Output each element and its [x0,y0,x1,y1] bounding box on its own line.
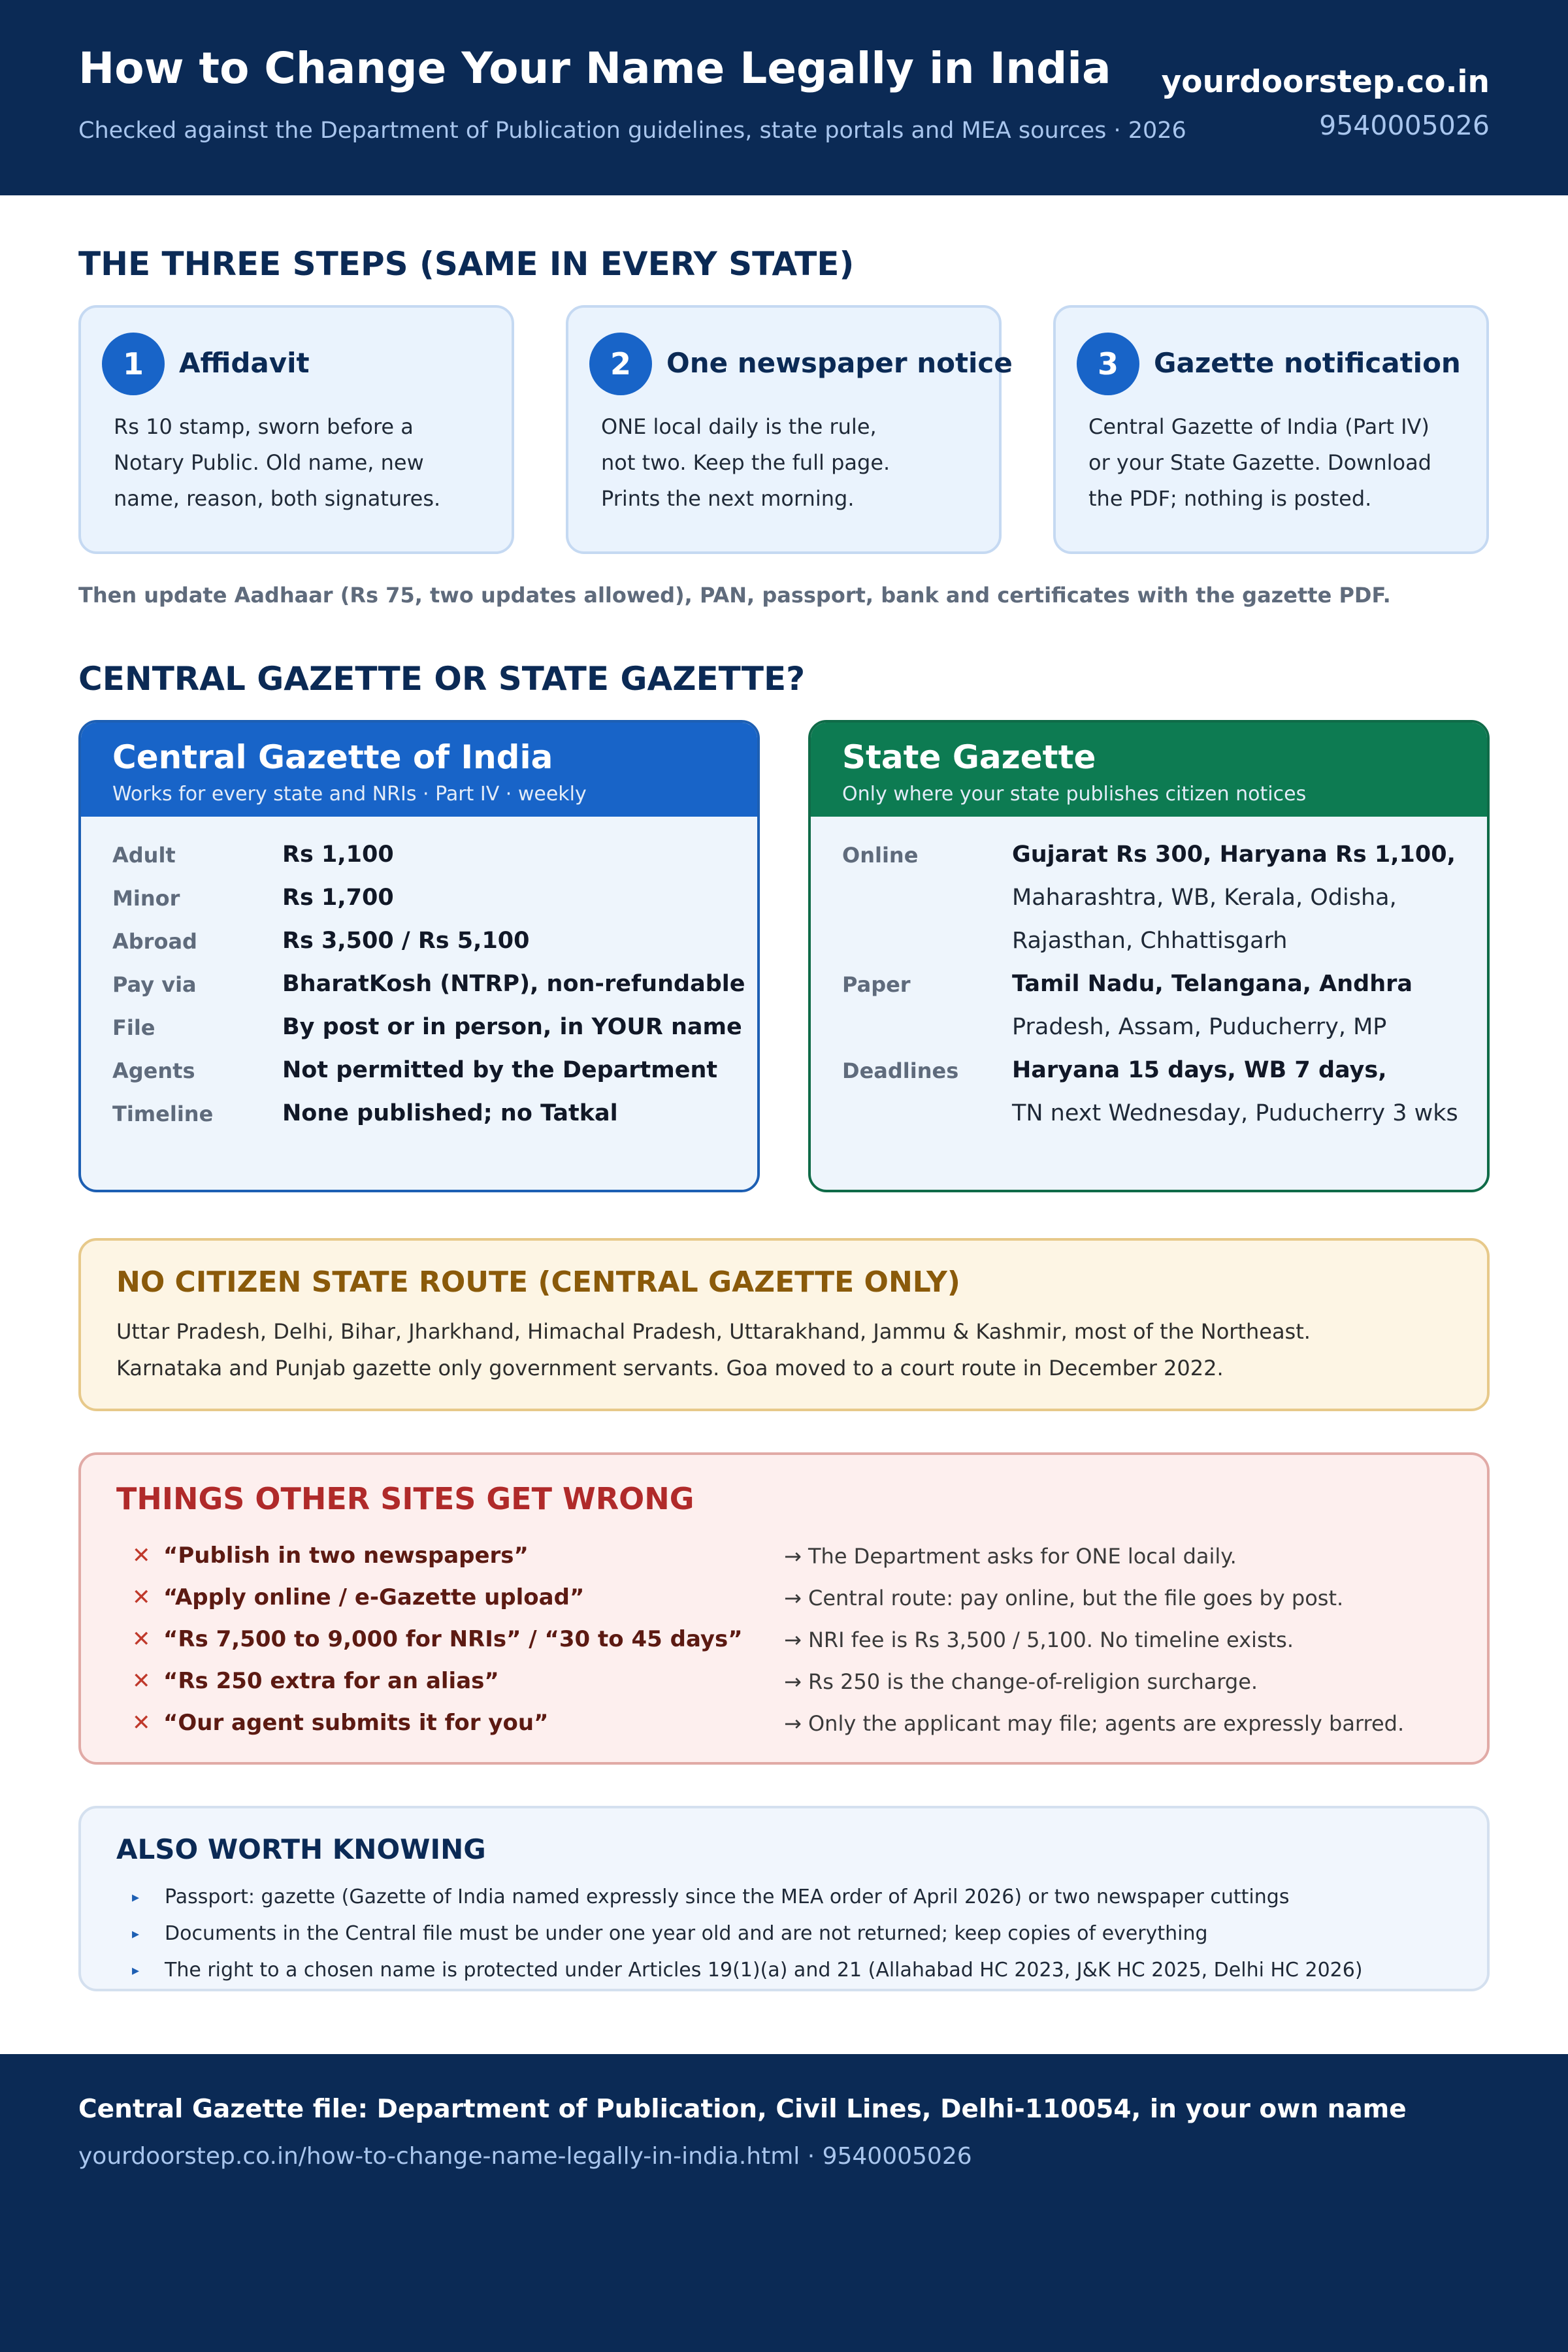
card-header [81,723,757,817]
row-label: File [112,1015,155,1040]
steps-section-title: THE THREE STEPS (SAME IN EVERY STATE) [78,245,855,283]
central-gazette-card [78,720,760,1192]
mistake-item [81,1626,1487,1668]
notice-text-line: Karnataka and Punjab gazette only government servants. Goa moved to a court route in December 2022. [116,1356,1224,1380]
site-name: yourdoorstep.co.in [1161,64,1490,100]
step-title: One newspaper notice [666,347,1013,379]
know-title: ALSO WORTH KNOWING [116,1833,486,1865]
mistake-claim: “Rs 7,500 to 9,000 for NRIs” / “30 to 45 days” [163,1626,743,1652]
step-number-badge: 2 [589,333,652,395]
mistake-claim: “Rs 250 extra for an alias” [163,1668,499,1694]
common-mistakes-box [78,1452,1490,1765]
know-text: Passport: gazette (Gazette of India named expressly since the MEA order of April 2026) or two newspaper cuttings [165,1886,1290,1908]
step-text-line: not two. Keep the full page. [601,450,890,475]
row-value: By post or in person, in YOUR name [282,1014,742,1040]
step-card-newspaper-notice [566,305,1013,554]
step-number-badge: 3 [1077,333,1139,395]
bullet-triangle-icon: ▸ [132,1926,140,1942]
step-title: Affidavit [179,347,310,379]
step-text-line: ONE local daily is the rule, [601,414,877,439]
row-value: Rs 1,100 [282,841,394,868]
cross-icon: ✕ [132,1626,151,1652]
row-continuation: Rajasthan, Chhattisgarh [1012,928,1288,954]
bullet-triangle-icon: ▸ [132,1963,140,1979]
row-value: Not permitted by the Department [282,1057,718,1083]
step-text-line: Central Gazette of India (Part IV) [1088,414,1429,439]
state-gazette-card [808,720,1490,1192]
step-text-line: Notary Public. Old name, new [114,450,424,475]
mistake-correction: → The Department asks for ONE local daily. [784,1544,1237,1569]
card-subtitle: Works for every state and NRIs · Part IV · weekly [112,783,587,806]
footer-url-link[interactable]: yourdoorstep.co.in/how-to-change-name-legally-in-india.html · 9540005026 [78,2143,972,2170]
mistake-item [81,1710,1487,1752]
step-number-badge: 1 [102,333,165,395]
row-label: Agents [112,1058,195,1083]
row-label: Paper [842,972,911,997]
step-description [601,409,987,517]
mistake-claim: “Publish in two newspapers” [163,1543,529,1569]
notice-title: NO CITIZEN STATE ROUTE (CENTRAL GAZETTE ONLY) [116,1266,960,1299]
cross-icon: ✕ [132,1710,151,1736]
step-card-gazette-notification [1053,305,1489,554]
mistake-item [81,1584,1487,1626]
step-text-line: Prints the next morning. [601,486,855,511]
row-label: Online [842,843,919,868]
row-continuation: Maharashtra, WB, Kerala, Odisha, [1012,885,1397,911]
card-header [811,723,1487,817]
page-header [0,0,1568,195]
row-value: Haryana 15 days, WB 7 days, [1012,1057,1387,1083]
card-title: Central Gazette of India [112,738,553,776]
no-state-route-notice [78,1238,1490,1411]
row-label: Minor [112,886,180,911]
notice-text-line: Uttar Pradesh, Delhi, Bihar, Jharkhand, Himachal Pradesh, Uttarakhand, Jammu & Kashmir, most of the Northeast. [116,1319,1311,1344]
row-label: Pay via [112,972,197,997]
card-subtitle: Only where your state publishes citizen notices [842,783,1307,806]
row-value: Tamil Nadu, Telangana, Andhra [1012,971,1413,997]
row-continuation: Pradesh, Assam, Puducherry, MP [1012,1014,1387,1040]
page-title: How to Change Your Name Legally in India [78,43,1111,93]
step-text-line: Rs 10 stamp, sworn before a [114,414,414,439]
mistakes-title: THINGS OTHER SITES GET WRONG [116,1481,694,1516]
row-value: BharatKosh (NTRP), non-refundable [282,971,745,997]
row-label: Timeline [112,1102,214,1126]
step-text-line: the PDF; nothing is posted. [1088,486,1372,511]
row-continuation: TN next Wednesday, Puducherry 3 wks [1012,1100,1458,1126]
row-value: Gujarat Rs 300, Haryana Rs 1,100, [1012,841,1456,868]
mistake-correction: → Only the applicant may file; agents are expressly barred. [784,1711,1405,1736]
page-footer [0,2054,1568,2352]
card-title: State Gazette [842,738,1096,776]
mistake-correction: → NRI fee is Rs 3,500 / 5,100. No timeline exists. [784,1627,1294,1652]
mistake-item [81,1668,1487,1710]
mistake-correction: → Central route: pay online, but the file goes by post. [784,1586,1344,1610]
cross-icon: ✕ [132,1584,151,1610]
mistake-claim: “Apply online / e-Gazette upload” [163,1584,585,1610]
mistake-claim: “Our agent submits it for you” [163,1710,549,1736]
row-value: Rs 1,700 [282,885,394,911]
row-value: Rs 3,500 / Rs 5,100 [282,928,530,954]
know-text: Documents in the Central file must be under one year old and are not returned; keep copies of everything [165,1922,1208,1945]
step-title: Gazette notification [1154,347,1461,379]
bullet-triangle-icon: ▸ [132,1889,140,1906]
row-label: Abroad [112,929,197,954]
phone-number: 9540005026 [1319,110,1490,141]
footer-address: Central Gazette file: Department of Publication, Civil Lines, Delhi-110054, in your own name [78,2095,1407,2124]
page-subtitle: Checked against the Department of Publication guidelines, state portals and MEA sources · 2026 [78,118,1186,144]
also-worth-knowing-box [78,1806,1490,1991]
step-text-line: or your State Gazette. Download [1088,450,1431,475]
step-card-affidavit [78,305,514,554]
cross-icon: ✕ [132,1543,151,1569]
row-label: Deadlines [842,1058,959,1083]
know-text: The right to a chosen name is protected under Articles 19(1)(a) and 21 (Allahabad HC 2023, J&K HC 2025, Delhi HC 2026) [165,1959,1363,1982]
step-text-line: name, reason, both signatures. [114,486,441,511]
row-label: Adult [112,843,176,868]
cross-icon: ✕ [132,1668,151,1694]
update-documents-note: Then update Aadhaar (Rs 75, two updates allowed), PAN, passport, bank and certificates with the gazette PDF. [78,583,1391,608]
step-description [1088,409,1474,517]
mistake-correction: → Rs 250 is the change-of-religion surcharge. [784,1669,1258,1694]
row-value: None published; no Tatkal [282,1100,618,1126]
mistake-item [81,1543,1487,1584]
step-description [114,409,499,517]
gazette-section-title: CENTRAL GAZETTE OR STATE GAZETTE? [78,660,806,698]
